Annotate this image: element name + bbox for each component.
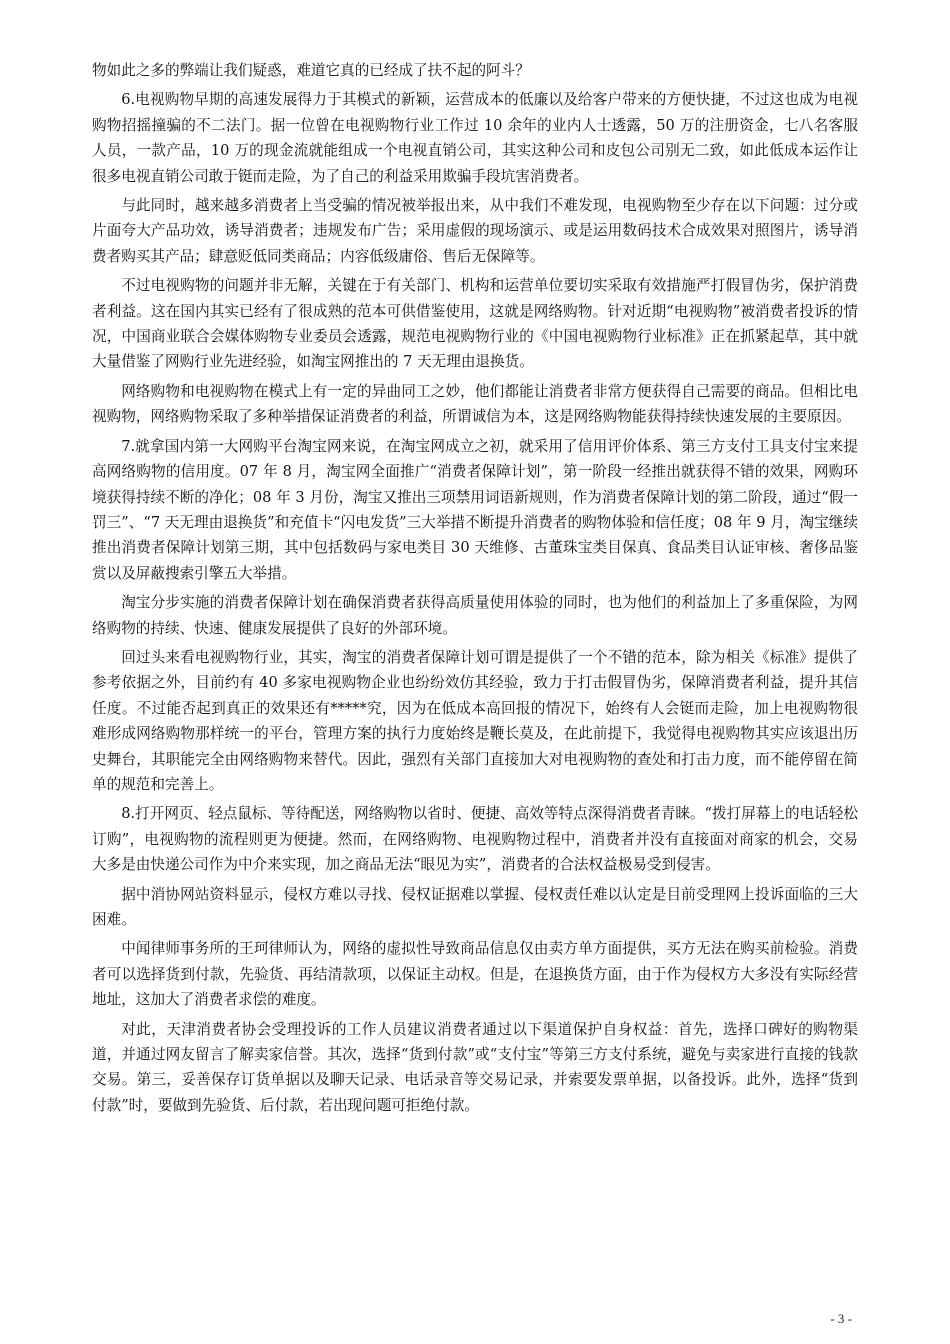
paragraph: 据中消协网站资料显示，侵权方难以寻找、侵权证据难以掌握、侵权责任难以认定是目前受理网上投诉面临的三大困难。 [92,885,858,928]
paragraph: 6.电视购物早期的高速发展得力于其模式的新颖，运营成本的低廉以及给客户带来的方便快捷，不过这也成为电视购物招摇撞骗的不二法门。据一位曾在电视购物行业工作过 10 余年的业内人士透露，50 万的注册资金，七八名客服人员，一款产品，10 万的现金流就能组成一个电视直销公司，其实这种公司和皮包公司别无二致，如此低成本运作让很多电视直销公司敢于铤而走险，为了自己的利益采用欺骗手段坑害消费者。 [92,91,858,185]
paragraph: 物如此之多的弊端让我们疑惑，难道它真的已经成了扶不起的阿斗？ [92,62,530,79]
paragraph: 中闻律师事务所的王珂律师认为，网络的虚拟性导致商品信息仅由卖方单方面提供，买方无法在购买前检验。消费者可以选择货到付款，先验货、再结清款项，以保证主动权。但是，在退换货方面，由于作为侵权方大多没有实际经营地址，这加大了消费者求偿的难度。 [92,940,858,1009]
paragraph: 7.就拿国内第一大网购平台淘宝网来说，在淘宝网成立之初，就采用了信用评价体系、第三方支付工具支付宝来提高网络购物的信用度。07 年 8 月，淘宝网全面推广“消费者保障计划”，第一阶段一经推出就获得不错的效果，网购环境获得持续不断的净化；08 年 3 月份，淘宝又推出三项禁用词语新规则，作为消费者保障计划的第二阶段，通过“假一罚三”、“7 天无理由退换货”和充值卡“闪电发货”三大举措不断提升消费者的购物体验和信任度；08 年 9 月，淘宝继续推出消费者保障计划第三期，其中包括数码与家电类目 30 天维修、古董珠宝类目保真、食品类目认证审核、奢侈品鉴赏以及屏蔽搜索引擎五大举措。 [92,437,858,582]
page-number: - 3 - [830,1311,852,1326]
paragraph: 回过头来看电视购物行业，其实，淘宝的消费者保障计划可谓是提供了一个不错的范本，除为相关《标准》提供了参考依据之外，目前约有 40 多家电视购物企业也纷纷效仿其经验，致力于打击假冒伪劣，保障消费者利益，提升其信任度。不过能否起到真正的效果还有*****究，因为在低成本高回报的情况下，始终有人会铤而走险，加上电视购物很难形成网络购物那样统一的平台，管理方案的执行力度始终是鞭长莫及，在此前提下，我觉得电视购物其实应该退出历史舞台，其职能完全由网络购物来替代。因此，强烈有关部门直接加大对电视购物的查处和打击力度，而不能停留在简单的规范和完善上。 [92,648,858,793]
paragraph: 不过电视购物的问题并非无解，关键在于有关部门、机构和运营单位要切实采取有效措施严打假冒伪劣，保护消费者利益。这在国内其实已经有了很成熟的范本可供借鉴使用，这就是网络购物。针对近期“电视购物”被消费者投诉的情况，中国商业联合会媒体购物专业委员会透露，规范电视购物行业的《中国电视购物行业标准》正在抓紧起草，其中就大量借鉴了网购行业先进经验，如淘宝网推出的 7 天无理由退换货。 [92,277,858,371]
paragraph: 对此，天津消费者协会受理投诉的工作人员建议消费者通过以下渠道保护自身权益：首先，选择口碑好的购物渠道，并通过网友留言了解卖家信誉。其次，选择“货到付款”或“支付宝”等第三方支付系统，避免与卖家进行直接的钱款交易。第三，妥善保存订货单据以及聊天记录、电话录音等交易记录，并索要发票单据，以备投诉。此外，选择“货到付款”时，要做到先验货、后付款，若出现问题可拒绝付款。 [92,1020,858,1114]
paragraph: 网络购物和电视购物在模式上有一定的异曲同工之妙，他们都能让消费者非常方便获得自己需要的商品。但相比电视购物，网络购物采取了多种举措保证消费者的利益，所谓诚信为本，这是网络购物能获得持续快速发展的主要原因。 [92,382,858,426]
paragraph: 8.打开网页、轻点鼠标、等待配送，网络购物以省时、便捷、高效等特点深得消费者青睐。“拨打屏幕上的电话轻松订购”，电视购物的流程则更为便捷。然而，在网络购物、电视购物过程中，消费者并没有直接面对商家的机会，交易大多是由快递公司作为中介来实现，加之商品无法“眼见为实”，消费者的合法权益极易受到侵害。 [92,805,858,874]
paragraph: 淘宝分步实施的消费者保障计划在确保消费者获得高质量使用体验的同时，也为他们的利益加上了多重保险，为网络购物的持续、快速、健康发展提供了良好的外部环境。 [92,594,858,637]
paragraph: 与此同时，越来越多消费者上当受骗的情况被举报出来，从中我们不难发现，电视购物至少存在以下问题：过分或片面夸大产品功效，诱导消费者；违规发布广告；采用虚假的现场演示、或是运用数码技术合成效果对照图片，诱导消费者购买其产品；肆意贬低同类商品；内容低级庸俗、售后无保障等。 [92,197,858,265]
